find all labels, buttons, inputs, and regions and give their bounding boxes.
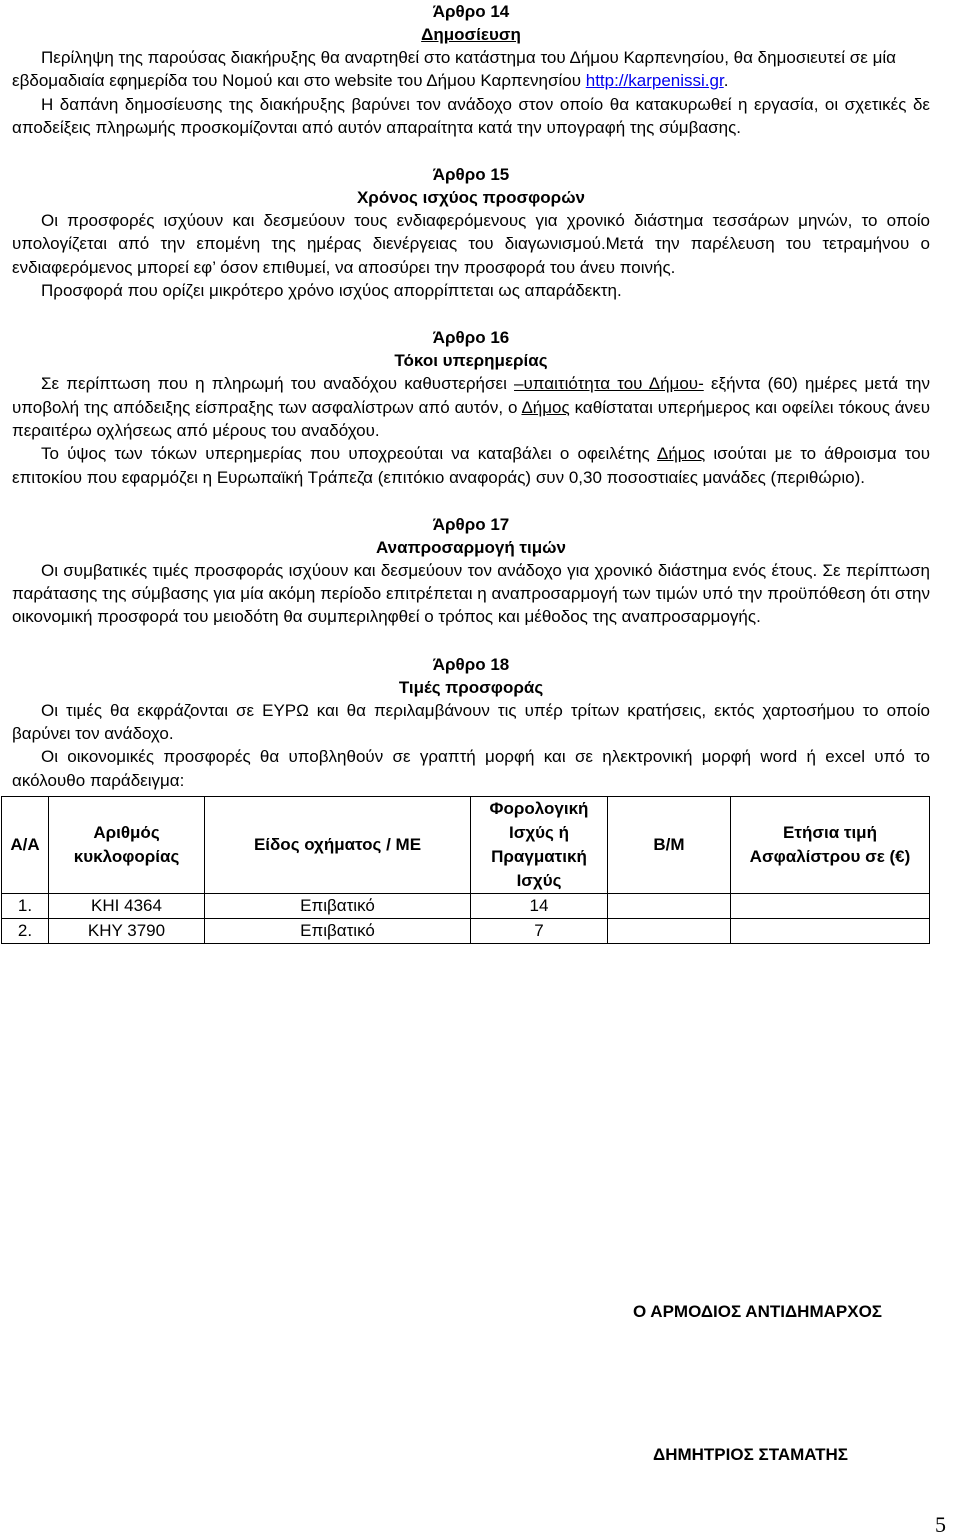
article-title: Τόκοι υπερημερίας bbox=[394, 351, 548, 371]
table-cell bbox=[731, 893, 930, 918]
website-link[interactable]: http://karpenissi.gr bbox=[585, 71, 724, 91]
article-18 bbox=[12, 653, 930, 792]
paragraph bbox=[12, 372, 930, 442]
signature-name: ΔΗΜΗΤΡΙΟΣ ΣΤΑΜΑΤΗΣ bbox=[652, 1445, 848, 1464]
paragraph: Προσφορά που ορίζει μικρότερο χρόνο ισχύος απορρίπτεται ως απαράδεκτη. bbox=[41, 281, 622, 301]
offer-table bbox=[1, 796, 930, 944]
article-number: Άρθρο 16 bbox=[432, 328, 510, 348]
table-cell: 14 bbox=[471, 893, 608, 918]
underlined-text: Δήμος bbox=[656, 444, 706, 464]
header-cell: Είδος οχήματος / ΜΕ bbox=[205, 796, 471, 893]
article-title: Τιμές προσφοράς bbox=[398, 677, 544, 697]
underlined-text: Δήμος bbox=[521, 397, 570, 417]
paragraph: Οι συμβατικές τιμές προσφοράς ισχύουν και δεσμεύουν τον ανάδοχο για χρονικό διάστημα ενός έτους. Σε περίπτωση παράτασης της σύμβασης για μία ακόμη περίοδο επιτρέπεται η αναπροσαρμογή των τιμών υπό την προϋπόθεση ότι στην οικονομική προσφορά του μειοδότη θα συμπεριληφθεί ο τρόπος και μέθοδος της αναπροσαρμογής. bbox=[12, 560, 930, 627]
table-row bbox=[2, 893, 930, 918]
article-title: Δημοσίευση bbox=[421, 25, 521, 44]
table-cell bbox=[608, 918, 731, 943]
paragraph bbox=[12, 442, 930, 489]
header-cell: Ετήσια τιμή Ασφαλίστρου σε (€) bbox=[731, 796, 930, 893]
article-number: Άρθρο 14 bbox=[432, 2, 510, 21]
article-number: Άρθρο 15 bbox=[432, 165, 510, 185]
header-cell: Α/Α bbox=[2, 796, 49, 893]
article-title: Χρόνος ισχύος προσφορών bbox=[356, 188, 586, 208]
table-header-row bbox=[2, 796, 930, 893]
header-cell: Β/Μ bbox=[608, 796, 731, 893]
table-row bbox=[2, 918, 930, 943]
signature-role: Ο ΑΡΜΟΔΙΟΣ ΑΝΤΙΔΗΜΑΡΧΟΣ bbox=[632, 1302, 882, 1321]
article-15 bbox=[12, 163, 930, 302]
table-cell: 2. bbox=[2, 918, 49, 943]
paragraph-text: Περίληψη της παρούσας διακήρυξης θα αναρτηθεί στο κατάστημα του Δήμου Καρπενησίου, θα δημοσιευτεί σε μία εβδομαδιαία εφημερίδα του Νομού και στο website του Δήμου Καρπενησίου bbox=[12, 48, 896, 91]
article-14 bbox=[12, 0, 930, 139]
table-cell bbox=[731, 918, 930, 943]
article-16 bbox=[12, 326, 930, 488]
article-17 bbox=[12, 513, 930, 629]
table-cell: 7 bbox=[471, 918, 608, 943]
paragraph-text: Το ύψος των τόκων υπερημερίας που υποχρεούται να καταβάλει ο οφειλέτης bbox=[41, 444, 657, 464]
paragraph: Οι προσφορές ισχύουν και δεσμεύουν τους ενδιαφερόμενους για χρονικό διάστημα τεσσάρων μηνών, το οποίο υπολογίζεται από την επομένη της ημέρας διενέργειας του διαγωνισμού.Μετά την παρέλευση του τετραμήνου ο ενδιαφερόμενος μπορεί εφ’ όσον επιθυμεί, να αποσύρει την προσφορά του άνευ ποινής. bbox=[12, 211, 930, 277]
paragraph bbox=[12, 46, 930, 93]
article-number: Άρθρο 18 bbox=[432, 654, 510, 674]
table-cell: Επιβατικό bbox=[205, 918, 471, 943]
paragraph: Οι οικονομικές προσφορές θα υποβληθούν σε γραπτή μορφή και σε ηλεκτρονική μορφή word ή excel υπό το ακόλουθο παράδειγμα: bbox=[12, 747, 930, 790]
article-number: Άρθρο 17 bbox=[432, 514, 510, 534]
header-cell: Αριθμός κυκλοφορίας bbox=[49, 796, 205, 893]
paragraph-text: καθίσταται υπερήμερος και οφείλει τόκους άνευ περαιτέρω οχλήσεως από μέρους του αναδόχου. bbox=[12, 397, 931, 440]
table-cell bbox=[608, 893, 731, 918]
underlined-text: –υπαιτιότητα του Δήμου- bbox=[514, 374, 704, 394]
article-title: Αναπροσαρμογή τιμών bbox=[376, 537, 566, 557]
paragraph-text: . bbox=[723, 71, 729, 91]
paragraph-text: ισούται με το άθροισμα του επιτοκίου που εφαρμόζει η Ευρωπαϊκή Τράπεζα (επιτόκιο αναφοράς) συν 0,30 ποσοστιαίες μανάδες (περιθώριο). bbox=[12, 444, 931, 487]
table-cell: Επιβατικό bbox=[205, 893, 471, 918]
paragraph: Οι τιμές θα εκφράζονται σε ΕΥΡΩ και θα περιλαμβάνουν τις υπέρ τρίτων κρατήσεις, εκτός χαρτοσήμου το οποίο βαρύνει τον ανάδοχο. bbox=[12, 700, 930, 744]
table-cell: 1. bbox=[2, 893, 49, 918]
header-cell: Φορολογική Ισχύς ή Πραγματική Ισχύς bbox=[471, 796, 608, 893]
paragraph-text: Σε περίπτωση που η πληρωμή του αναδόχου καθυστερήσει bbox=[41, 374, 515, 394]
page-number: 5 bbox=[935, 1512, 946, 1537]
paragraph-text: εξήντα (60) ημέρες μετά την υποβολή της απόδειξης είσπραξης των ασφαλίστρων από αυτόν, ο bbox=[12, 374, 930, 417]
paragraph: Η δαπάνη δημοσίευσης της διακήρυξης βαρύνει τον ανάδοχο στον οποίο θα κατακυρωθεί η εργασία, οι σχετικές δε αποδείξεις πληρωμής προσκομίζονται από αυτόν απαραίτητα κατά την υπογραφή της σύμβασης. bbox=[12, 94, 930, 137]
table-cell: ΚΗΙ 4364 bbox=[49, 893, 205, 918]
table-cell: ΚΗΥ 3790 bbox=[49, 918, 205, 943]
document-page bbox=[10, 0, 931, 1464]
